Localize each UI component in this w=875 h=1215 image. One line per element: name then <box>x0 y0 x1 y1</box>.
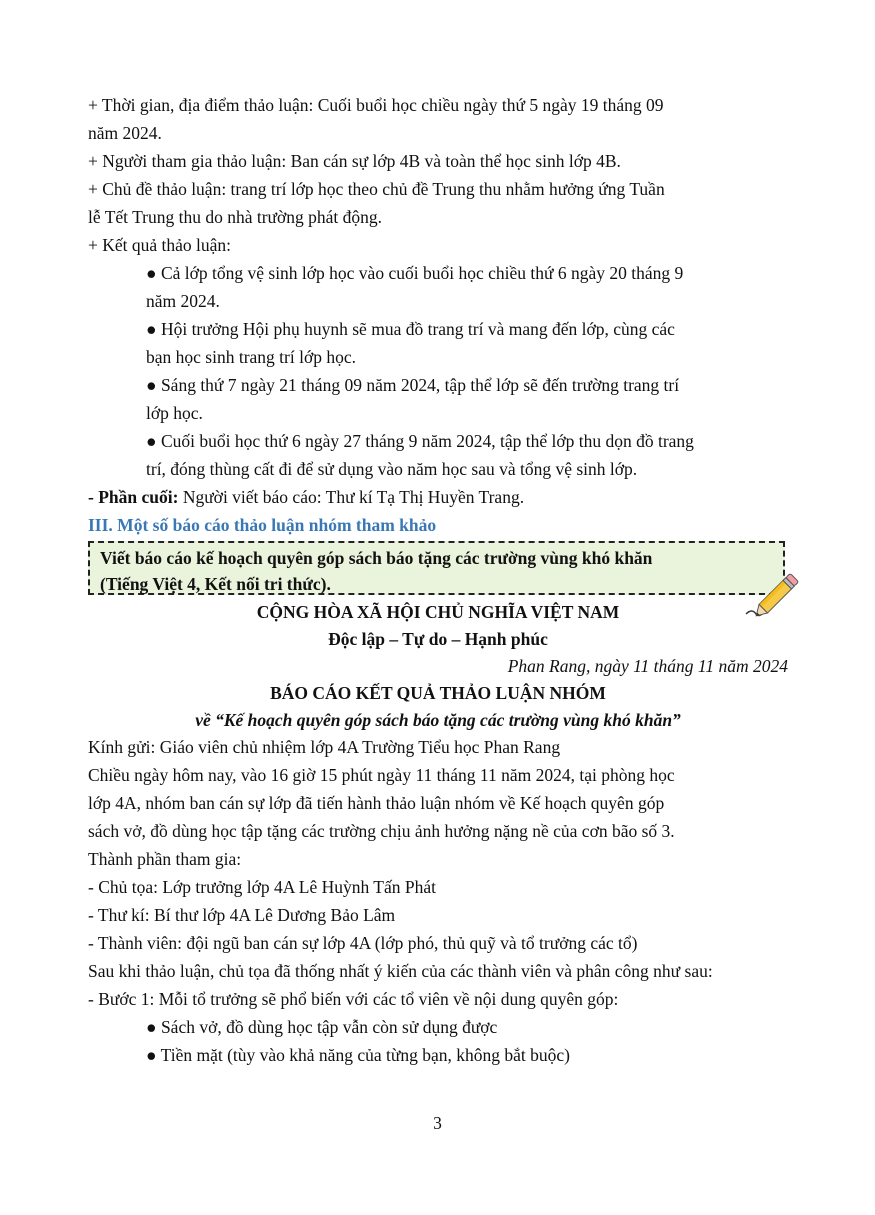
text-line: - Bước 1: Mỗi tổ trưởng sẽ phổ biến với các tổ viên về nội dung quyên góp: <box>88 989 619 1009</box>
text-line: - Thư kí: Bí thư lớp 4A Lê Dương Bảo Lâm <box>88 905 396 925</box>
result-item: năm 2024. <box>146 291 220 311</box>
text-line: năm 2024. <box>88 123 162 143</box>
report-subtitle: về “Kế hoạch quyên góp sách báo tặng các trường vùng khó khăn” <box>195 710 681 730</box>
report-title: BÁO CÁO KẾT QUẢ THẢO LUẬN NHÓM <box>270 683 606 703</box>
nation-header: CỘNG HÒA XÃ HỘI CHỦ NGHĨA VIỆT NAM <box>256 602 620 622</box>
text-line: - Chủ tọa: Lớp trưởng lớp 4A Lê Huỳnh Tấn Phát <box>88 877 437 897</box>
text-line: Kính gửi: Giáo viên chủ nhiệm lớp 4A Trường Tiểu học Phan Rang <box>88 737 561 757</box>
text-line: lớp 4A, nhóm ban cán sự lớp đã tiến hành thảo luận nhóm về Kế hoạch quyên góp <box>88 793 665 813</box>
text-line: + Chủ đề thảo luận: trang trí lớp học theo chủ đề Trung thu nhằm hưởng ứng Tuần <box>88 179 665 199</box>
task-line: Viết báo cáo kế hoạch quyên góp sách báo tặng các trường vùng khó khăn <box>100 548 653 568</box>
task-line: (Tiếng Việt 4, Kết nối tri thức). <box>100 574 331 594</box>
motto: Độc lập – Tự do – Hạnh phúc <box>328 629 548 649</box>
text-line: Chiều ngày hôm nay, vào 16 giờ 15 phút ngày 11 tháng 11 năm 2024, tại phòng học <box>88 765 675 785</box>
result-item: ● Hội trưởng Hội phụ huynh sẽ mua đồ trang trí và mang đến lớp, cùng các <box>146 319 675 339</box>
result-item: bạn học sinh trang trí lớp học. <box>146 347 356 367</box>
section-heading: III. Một số báo cáo thảo luận nhóm tham khảo <box>88 515 437 535</box>
result-item: trí, đóng thùng cất đi để sử dụng vào năm học sau và tổng vệ sinh lớp. <box>146 459 638 479</box>
result-item: ● Cả lớp tổng vệ sinh lớp học vào cuối buổi học chiều thứ 6 ngày 20 tháng 9 <box>146 263 684 283</box>
text-line: + Kết quả thảo luận: <box>88 235 232 255</box>
result-item: lớp học. <box>146 403 203 423</box>
result-item: ● Sáng thứ 7 ngày 21 tháng 09 năm 2024, tập thể lớp sẽ đến trường trang trí <box>146 375 680 395</box>
text-line: + Thời gian, địa điểm thảo luận: Cuối buổi học chiều ngày thứ 5 ngày 19 tháng 09 <box>88 95 664 115</box>
closing-line <box>88 483 788 511</box>
text-line: Sau khi thảo luận, chủ tọa đã thống nhất ý kiến của các thành viên và phân công như sau: <box>88 961 713 981</box>
text-line: - Thành viên: đội ngũ ban cán sự lớp 4A (lớp phó, thủ quỹ và tổ trưởng các tổ) <box>88 933 638 953</box>
result-item: ● Cuối buổi học thứ 6 ngày 27 tháng 9 năm 2024, tập thể lớp thu dọn đồ trang <box>146 431 694 451</box>
text-line: Thành phần tham gia: <box>88 849 242 869</box>
text-line: lễ Tết Trung thu do nhà trường phát động. <box>88 207 383 227</box>
donation-item: ● Sách vở, đồ dùng học tập vẫn còn sử dụng được <box>146 1017 498 1037</box>
discussion-details <box>88 91 788 539</box>
donation-item: ● Tiền mặt (tùy vào khả năng của từng bạn, không bắt buộc) <box>146 1045 570 1065</box>
closing-label: - Phần cuối: <box>88 487 179 507</box>
place-date: Phan Rang, ngày 11 tháng 11 năm 2024 <box>507 656 788 676</box>
page-number: 3 <box>433 1113 442 1133</box>
task-box <box>88 541 785 595</box>
report <box>88 598 788 1069</box>
text-line: sách vở, đồ dùng học tập tặng các trường chịu ảnh hưởng nặng nề của cơn bão số 3. <box>88 821 675 841</box>
text-line: + Người tham gia thảo luận: Ban cán sự lớp 4B và toàn thể học sinh lớp 4B. <box>88 151 621 171</box>
closing-text: Người viết báo cáo: Thư kí Tạ Thị Huyền Trang. <box>178 487 525 507</box>
